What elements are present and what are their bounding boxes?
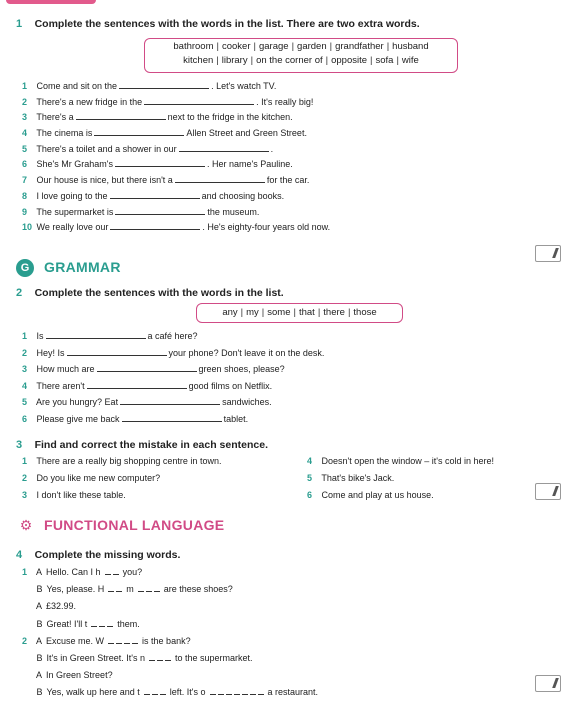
item-number: 5 — [22, 397, 28, 408]
dialogue-line — [22, 669, 318, 682]
speaker-label: B — [36, 618, 43, 629]
item-number: 5 — [22, 143, 28, 154]
answer-blank[interactable] — [110, 190, 200, 199]
letter-blank — [152, 686, 158, 695]
sentence-text: There aren't — [36, 380, 85, 391]
sentence-item — [22, 489, 221, 502]
sentence-text: The supermarket is — [36, 206, 114, 217]
dialogue-text: a restaurant. — [267, 687, 319, 698]
letter-blank — [132, 635, 138, 644]
item-number: 6 — [307, 490, 313, 500]
item-number: 2 — [22, 635, 28, 646]
dialogue-text: Yes, walk up here and t — [46, 687, 140, 698]
word-separator: | — [291, 41, 295, 52]
item-number: 1 — [22, 331, 28, 341]
dialogue-text: are these shoes? — [163, 584, 233, 595]
sentence-item — [22, 363, 324, 376]
answer-blank[interactable] — [67, 347, 167, 356]
sentence-text: Are you hungry? Eat — [36, 397, 119, 408]
exercise-4-dialogue — [22, 566, 318, 704]
speaker-label: B — [36, 687, 43, 698]
answer-blank[interactable] — [87, 380, 187, 389]
sentence-item — [307, 472, 494, 485]
exercise-4-header — [16, 545, 180, 563]
dialogue-text: Hello. Can I h — [46, 567, 101, 577]
item-number: 1 — [22, 81, 28, 91]
exercise-number: 1 — [16, 18, 23, 30]
sentence-text: Do you like me new computer? — [36, 473, 161, 483]
answer-blank[interactable] — [76, 111, 166, 120]
item-number: 10 — [22, 222, 33, 233]
letter-blank — [258, 686, 264, 695]
dialogue-text: In Green Street? — [46, 670, 113, 681]
sentence-item — [22, 174, 330, 187]
letter-blank — [105, 566, 111, 575]
letter-blank — [242, 686, 248, 695]
sentence-text: There's a new fridge in the — [36, 96, 143, 107]
word-list-item: garden — [297, 41, 327, 52]
sentence-item — [22, 396, 324, 409]
dialogue-text: them. — [117, 618, 140, 629]
letter-blank — [116, 635, 122, 644]
answer-blank[interactable] — [46, 330, 146, 339]
sentence-text: There are a really big shopping centre in town. — [36, 456, 222, 466]
letter-blanks[interactable] — [148, 653, 172, 663]
sentence-text: Come and sit on the — [36, 81, 118, 91]
sentence-item — [22, 190, 330, 203]
item-number: 4 — [22, 128, 28, 139]
exercise-number: 3 — [16, 439, 23, 451]
letter-blank — [250, 686, 256, 695]
dialogue-line — [22, 583, 318, 596]
letter-blank — [108, 635, 114, 644]
exercise-instruction: Find and correct the mistake in each sentence. — [34, 439, 268, 451]
sentence-item — [22, 111, 330, 124]
word-list-item: there — [323, 307, 345, 318]
item-number: 4 — [22, 380, 28, 391]
sentence-item — [22, 347, 324, 360]
sentence-text: Please give me back — [36, 413, 120, 424]
answer-blank[interactable] — [119, 80, 209, 89]
sentence-text: good films on Netflix. — [188, 380, 273, 391]
exercise-1-items — [22, 80, 330, 237]
dialogue-line — [22, 600, 318, 613]
word-list-box — [144, 38, 458, 73]
exercise-2-items — [22, 330, 324, 430]
word-list-item: any — [222, 307, 238, 318]
word-list-item: that — [298, 307, 315, 318]
word-list-item: on the corner of — [256, 55, 323, 66]
answer-blank[interactable] — [120, 396, 220, 405]
letter-blanks[interactable] — [143, 687, 167, 697]
item-number: 1 — [22, 456, 28, 466]
exercise-number: 4 — [16, 549, 23, 561]
word-list-item: my — [246, 307, 259, 318]
word-separator: | — [386, 41, 390, 52]
word-separator: | — [216, 55, 219, 66]
exercise-3-left-column — [22, 455, 221, 506]
sentence-text: Hey! Is — [36, 347, 65, 358]
exercise-3-right-column — [307, 455, 494, 506]
letter-blank — [218, 686, 224, 695]
letter-blank — [107, 618, 113, 627]
word-list-row — [145, 40, 457, 54]
gear-icon: ⚙ — [19, 517, 33, 533]
item-number: 3 — [22, 112, 28, 123]
word-separator: | — [325, 55, 329, 66]
letter-blank — [99, 618, 105, 627]
item-number: 3 — [22, 364, 28, 375]
top-decoration — [6, 0, 96, 4]
sentence-item — [22, 143, 330, 156]
item-number: 6 — [22, 159, 28, 170]
sentence-text: the museum. — [207, 206, 260, 217]
word-separator: | — [250, 55, 254, 66]
dialogue-text: to the supermarket. — [175, 652, 253, 663]
sentence-item — [22, 127, 330, 140]
sentence-item — [22, 413, 324, 426]
item-number: 4 — [307, 456, 313, 466]
speaker-label: A — [36, 635, 43, 646]
word-separator: | — [396, 55, 399, 66]
dialogue-text: Excuse me. W — [46, 635, 105, 646]
letter-blank — [157, 652, 163, 661]
score-box[interactable] — [535, 245, 561, 262]
word-separator: | — [329, 41, 333, 52]
dialogue-line — [22, 635, 318, 648]
item-number: 6 — [22, 413, 28, 424]
sentence-text: sandwiches. — [222, 397, 272, 408]
exercise-1-header — [16, 14, 420, 32]
answer-blank[interactable] — [175, 174, 265, 183]
sentence-text: . — [270, 143, 274, 154]
exercise-instruction: Complete the sentences with the words in the list. There are two extra words. — [34, 18, 420, 30]
word-separator: | — [253, 41, 256, 52]
sentence-text: The cinema is — [36, 128, 93, 139]
exercise-instruction: Complete the sentences with the words in the list. — [34, 287, 284, 299]
letter-blank — [146, 583, 152, 592]
item-number: 8 — [22, 190, 28, 201]
grammar-icon: G — [16, 259, 34, 277]
letter-blank — [210, 686, 216, 695]
letter-blanks[interactable] — [137, 584, 161, 594]
sentence-item — [22, 330, 324, 343]
sentence-text: for the car. — [266, 175, 310, 186]
sentence-text: Doesn't open the window – it's cold in here! — [321, 456, 495, 466]
letter-blanks[interactable] — [104, 567, 120, 577]
letter-blank — [149, 652, 155, 661]
exercise-number: 2 — [16, 287, 23, 299]
sentence-item — [22, 80, 330, 93]
sentence-text: next to the fridge in the kitchen. — [167, 112, 293, 123]
letter-blank — [116, 583, 122, 592]
sentence-text: Come and play at us house. — [321, 490, 434, 500]
sentence-text: She's Mr Graham's — [36, 159, 113, 170]
dialogue-text: Great! I'll t — [46, 618, 88, 629]
letter-blanks[interactable] — [209, 687, 265, 697]
dialogue-line — [22, 652, 318, 665]
dialogue-text: left. It's o — [169, 687, 206, 698]
sentence-text: There's a — [36, 112, 74, 123]
sentence-text: That's bike's Jack. — [321, 473, 395, 483]
answer-blank[interactable] — [179, 143, 269, 152]
word-list-item: bathroom — [173, 41, 214, 52]
word-separator: | — [317, 307, 321, 318]
sentence-text: Is — [36, 331, 44, 341]
sentence-text: Our house is nice, but there isn't a — [36, 175, 173, 186]
word-list-item: some — [267, 307, 291, 318]
speaker-label: B — [36, 652, 43, 663]
sentence-item — [22, 380, 324, 393]
item-number: 7 — [22, 175, 28, 186]
word-list-item: garage — [258, 41, 289, 52]
word-list-item: kitchen — [183, 55, 214, 66]
sentence-item — [22, 221, 330, 234]
word-list-item: sofa — [375, 55, 394, 66]
item-number: 9 — [22, 206, 28, 217]
item-number: 1 — [22, 567, 28, 577]
speaker-label: A — [36, 670, 43, 681]
score-box[interactable] — [535, 675, 561, 692]
letter-blank — [138, 583, 144, 592]
letter-blanks[interactable] — [107, 584, 123, 594]
score-box[interactable] — [535, 483, 561, 500]
letter-blank — [165, 652, 171, 661]
sentence-text: . It's really big! — [256, 96, 314, 107]
section-heading-functional-language: FUNCTIONAL LANGUAGE — [44, 517, 225, 533]
letter-blank — [160, 686, 166, 695]
exercise-instruction: Complete the missing words. — [34, 549, 181, 561]
sentence-text: . Her name's Pauline. — [206, 159, 293, 170]
letter-blank — [154, 583, 160, 592]
dialogue-line — [22, 566, 318, 579]
item-number: 2 — [22, 347, 28, 358]
item-number: 5 — [307, 473, 313, 483]
dialogue-text: is the bank? — [142, 635, 191, 646]
word-list-item: cooker — [221, 41, 251, 52]
dialogue-line — [22, 618, 318, 631]
sentence-text: green shoes, please? — [198, 364, 285, 375]
sentence-text: your phone? Don't leave it on the desk. — [168, 347, 325, 358]
word-list-row — [145, 54, 457, 68]
sentence-text: There's a toilet and a shower in our — [36, 143, 177, 154]
word-list-item: husband — [392, 41, 429, 52]
sentence-text: a café here? — [147, 331, 198, 341]
sentence-text: We really love our — [36, 222, 109, 233]
letter-blank — [108, 583, 114, 592]
sentence-text: . Let's watch TV. — [211, 81, 277, 91]
sentence-text: . He's eighty-four years old now. — [202, 222, 331, 233]
speaker-label: B — [36, 584, 43, 595]
exercise-2-header — [16, 283, 284, 301]
answer-blank[interactable] — [122, 413, 222, 422]
sentence-item — [307, 455, 494, 468]
sentence-item — [22, 472, 221, 485]
word-separator: | — [240, 307, 244, 318]
letter-blanks[interactable] — [107, 636, 139, 646]
exercise-3-header — [16, 435, 268, 453]
sentence-text: and choosing books. — [201, 190, 285, 201]
answer-blank[interactable] — [110, 221, 200, 230]
word-list-item: those — [353, 307, 377, 318]
letter-blank — [226, 686, 232, 695]
dialogue-text: Yes, please. H — [46, 584, 105, 595]
sentence-item — [22, 96, 330, 109]
dialogue-text: It's in Green Street. It's n — [46, 652, 146, 663]
item-number: 3 — [22, 490, 28, 500]
letter-blank — [91, 618, 97, 627]
sentence-item — [22, 206, 330, 219]
letter-blank — [124, 635, 130, 644]
sentence-text: tablet. — [223, 413, 249, 424]
word-list-item: opposite — [331, 55, 368, 66]
answer-blank[interactable] — [97, 363, 197, 372]
dialogue-line — [22, 686, 318, 699]
letter-blank — [144, 686, 150, 695]
answer-blank[interactable] — [94, 127, 184, 136]
word-separator: | — [293, 307, 296, 318]
letter-blank — [234, 686, 240, 695]
sentence-item — [22, 158, 330, 171]
dialogue-text: you? — [122, 567, 143, 577]
answer-blank[interactable] — [115, 158, 205, 167]
letter-blanks[interactable] — [90, 619, 114, 629]
word-separator: | — [370, 55, 373, 66]
sentence-item — [307, 489, 494, 502]
sentence-item — [22, 455, 221, 468]
dialogue-text: m — [126, 584, 134, 595]
word-list-box — [196, 303, 403, 323]
word-list-item: wife — [401, 55, 419, 66]
word-list-item: grandfather — [335, 41, 384, 52]
sentence-text: How much are — [36, 364, 95, 375]
answer-blank[interactable] — [115, 206, 205, 215]
word-separator: | — [347, 307, 351, 318]
letter-blank — [113, 566, 119, 575]
item-number: 2 — [22, 473, 28, 483]
dialogue-text: £32.99. — [46, 601, 77, 612]
sentence-text: I love going to the — [36, 190, 108, 201]
word-separator: | — [216, 41, 219, 52]
sentence-text: Allen Street and Green Street. — [186, 128, 307, 139]
word-separator: | — [261, 307, 265, 318]
speaker-label: A — [36, 567, 43, 577]
sentence-text: I don't like these table. — [36, 490, 126, 500]
item-number: 2 — [22, 96, 28, 107]
speaker-label: A — [36, 601, 43, 612]
section-heading-grammar: GRAMMAR — [44, 259, 121, 275]
answer-blank[interactable] — [144, 96, 254, 105]
word-list-item: library — [221, 55, 248, 66]
